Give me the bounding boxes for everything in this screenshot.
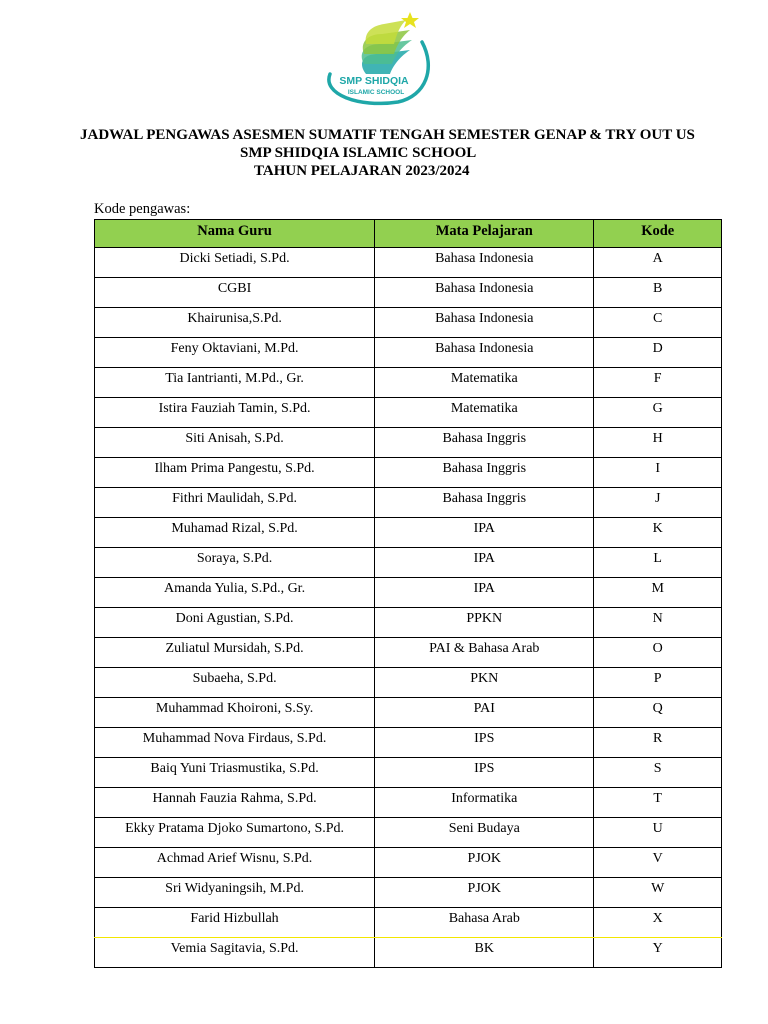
cell-nama-guru: Sri Widyaningsih, M.Pd. — [95, 878, 375, 908]
cell-mata-pelajaran: PKN — [375, 668, 594, 698]
title-line-3: TAHUN PELAJARAN 2023/2024 — [254, 163, 470, 179]
table-row — [95, 848, 722, 878]
cell-mata-pelajaran: Bahasa Indonesia — [375, 248, 594, 278]
cell-kode: X — [594, 908, 722, 938]
cell-kode: K — [594, 518, 722, 548]
table-row — [95, 548, 722, 578]
table-header-row — [95, 220, 722, 248]
cell-mata-pelajaran: PPKN — [375, 608, 594, 638]
cell-nama-guru: Fithri Maulidah, S.Pd. — [95, 488, 375, 518]
cell-mata-pelajaran: Bahasa Inggris — [375, 458, 594, 488]
table-row — [95, 398, 722, 428]
cell-nama-guru: Tia Iantrianti, M.Pd., Gr. — [95, 368, 375, 398]
cell-nama-guru: Muhammad Khoironi, S.Sy. — [95, 698, 375, 728]
cell-kode: Q — [594, 698, 722, 728]
cell-kode: C — [594, 308, 722, 338]
table-row — [95, 758, 722, 788]
cell-nama-guru: Muhammad Nova Firdaus, S.Pd. — [95, 728, 375, 758]
table-row — [95, 788, 722, 818]
supervisor-table — [94, 219, 722, 968]
table-row — [95, 908, 722, 938]
cell-kode: T — [594, 788, 722, 818]
cell-nama-guru: Achmad Arief Wisnu, S.Pd. — [95, 848, 375, 878]
cell-nama-guru: Istira Fauziah Tamin, S.Pd. — [95, 398, 375, 428]
table-row — [95, 668, 722, 698]
school-logo — [318, 8, 440, 108]
cell-kode: U — [594, 818, 722, 848]
cell-nama-guru: Soraya, S.Pd. — [95, 548, 375, 578]
cell-nama-guru: Amanda Yulia, S.Pd., Gr. — [95, 578, 375, 608]
cell-kode: W — [594, 878, 722, 908]
kode-pengawas-label: Kode pengawas: — [94, 201, 191, 217]
table-row — [95, 728, 722, 758]
cell-kode: H — [594, 428, 722, 458]
cell-mata-pelajaran: PJOK — [375, 878, 594, 908]
table-row — [95, 488, 722, 518]
cell-nama-guru: Farid Hizbullah — [95, 908, 375, 938]
table-row — [95, 278, 722, 308]
document-title — [40, 126, 760, 180]
cell-mata-pelajaran: IPA — [375, 548, 594, 578]
cell-kode: O — [594, 638, 722, 668]
cell-kode: M — [594, 578, 722, 608]
cell-nama-guru: Zuliatul Mursidah, S.Pd. — [95, 638, 375, 668]
cell-nama-guru: Hannah Fauzia Rahma, S.Pd. — [95, 788, 375, 818]
cell-nama-guru: Ekky Pratama Djoko Sumartono, S.Pd. — [95, 818, 375, 848]
cell-kode: F — [594, 368, 722, 398]
cell-mata-pelajaran: PAI — [375, 698, 594, 728]
cell-nama-guru: Siti Anisah, S.Pd. — [95, 428, 375, 458]
cell-kode: D — [594, 338, 722, 368]
cell-kode: I — [594, 458, 722, 488]
table-body — [95, 248, 722, 968]
cell-mata-pelajaran: Bahasa Indonesia — [375, 338, 594, 368]
cell-kode: N — [594, 608, 722, 638]
table-row — [95, 938, 722, 968]
table-row — [95, 458, 722, 488]
cell-mata-pelajaran: Matematika — [375, 398, 594, 428]
cell-kode: B — [594, 278, 722, 308]
cell-nama-guru: Dicki Setiadi, S.Pd. — [95, 248, 375, 278]
table-row — [95, 818, 722, 848]
cell-mata-pelajaran: PJOK — [375, 848, 594, 878]
cell-kode: V — [594, 848, 722, 878]
cell-mata-pelajaran: Matematika — [375, 368, 594, 398]
header-mata-pelajaran: Mata Pelajaran — [375, 220, 594, 248]
cell-mata-pelajaran: BK — [375, 938, 594, 968]
table-row — [95, 608, 722, 638]
table-row — [95, 428, 722, 458]
cell-kode: P — [594, 668, 722, 698]
cell-mata-pelajaran: IPA — [375, 518, 594, 548]
cell-mata-pelajaran: Informatika — [375, 788, 594, 818]
cell-nama-guru: CGBI — [95, 278, 375, 308]
logo-text-line1: SMP SHIDQIA — [339, 75, 409, 87]
cell-nama-guru: Vemia Sagitavia, S.Pd. — [95, 938, 375, 968]
cell-nama-guru: Subaeha, S.Pd. — [95, 668, 375, 698]
table-row — [95, 248, 722, 278]
table-row — [95, 698, 722, 728]
table-row — [95, 638, 722, 668]
cell-mata-pelajaran: Bahasa Arab — [375, 908, 594, 938]
cell-mata-pelajaran: IPA — [375, 578, 594, 608]
cell-mata-pelajaran: PAI & Bahasa Arab — [375, 638, 594, 668]
table-row — [95, 878, 722, 908]
cell-mata-pelajaran: Bahasa Indonesia — [375, 308, 594, 338]
cell-kode: J — [594, 488, 722, 518]
header-nama-guru: Nama Guru — [95, 220, 375, 248]
cell-mata-pelajaran: IPS — [375, 728, 594, 758]
title-line-2: SMP SHIDQIA ISLAMIC SCHOOL — [240, 145, 477, 161]
title-line-1: JADWAL PENGAWAS ASESMEN SUMATIF TENGAH SEMESTER GENAP & TRY OUT US — [80, 127, 695, 143]
table-row — [95, 338, 722, 368]
table-row — [95, 368, 722, 398]
cell-nama-guru: Khairunisa,S.Pd. — [95, 308, 375, 338]
table-row — [95, 308, 722, 338]
cell-mata-pelajaran: Bahasa Inggris — [375, 488, 594, 518]
cell-nama-guru: Muhamad Rizal, S.Pd. — [95, 518, 375, 548]
cell-kode: G — [594, 398, 722, 428]
cell-kode: S — [594, 758, 722, 788]
cell-nama-guru: Doni Agustian, S.Pd. — [95, 608, 375, 638]
table-row — [95, 578, 722, 608]
header-kode: Kode — [594, 220, 722, 248]
cell-mata-pelajaran: Bahasa Indonesia — [375, 278, 594, 308]
school-logo-graphic — [318, 8, 440, 108]
cell-nama-guru: Ilham Prima Pangestu, S.Pd. — [95, 458, 375, 488]
cell-kode: R — [594, 728, 722, 758]
table-row — [95, 518, 722, 548]
cell-mata-pelajaran: Seni Budaya — [375, 818, 594, 848]
cell-mata-pelajaran: Bahasa Inggris — [375, 428, 594, 458]
cell-nama-guru: Baiq Yuni Triasmustika, S.Pd. — [95, 758, 375, 788]
cell-nama-guru: Feny Oktaviani, M.Pd. — [95, 338, 375, 368]
cell-kode: A — [594, 248, 722, 278]
cell-mata-pelajaran: IPS — [375, 758, 594, 788]
cell-kode: L — [594, 548, 722, 578]
logo-text-line2: ISLAMIC SCHOOL — [347, 89, 405, 96]
cell-kode: Y — [594, 938, 722, 968]
